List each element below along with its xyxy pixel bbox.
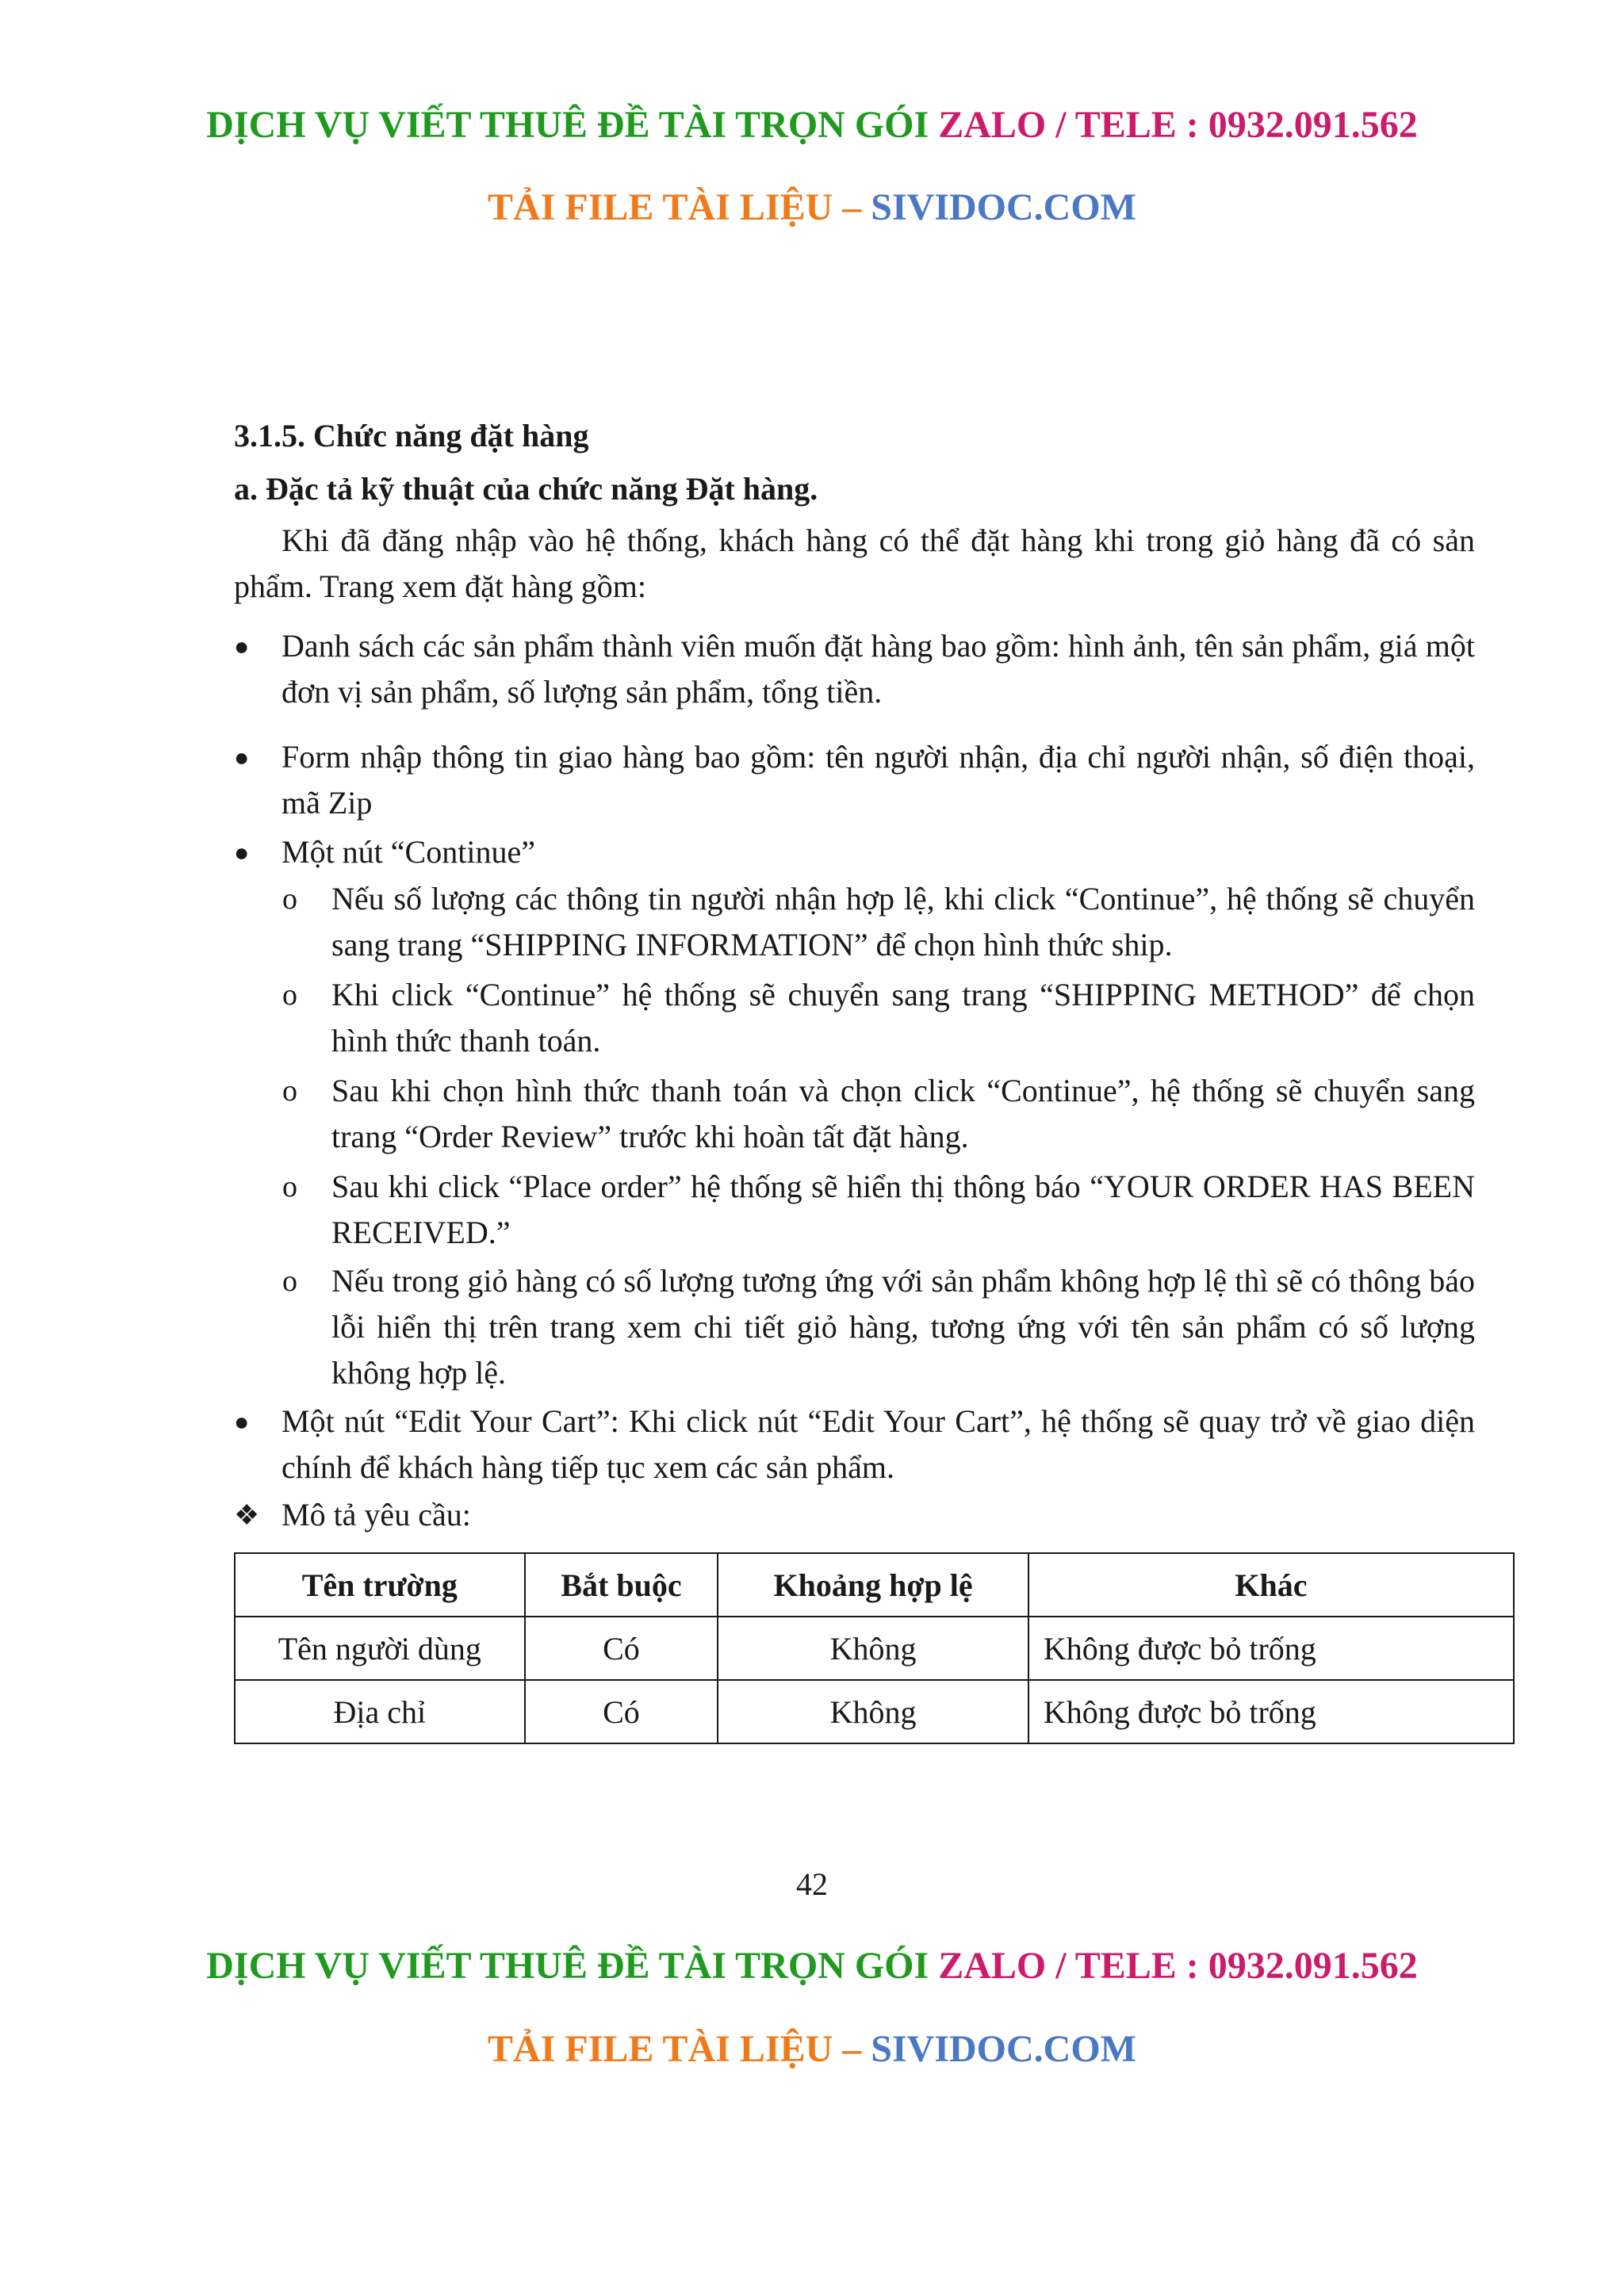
diamond-bullet-icon: ❖ — [234, 1499, 260, 1531]
section-subheading: a. Đặc tả kỹ thuật của chức năng Đặt hàng. — [234, 471, 818, 507]
sub-list-item — [282, 876, 1475, 968]
column-header: Khoảng hợp lệ — [718, 1553, 1028, 1617]
table-cell: Không được bỏ trống — [1028, 1617, 1514, 1680]
banner-download-text: TẢI FILE TÀI LIỆU – — [488, 2028, 862, 2070]
table-cell: Không được bỏ trống — [1028, 1680, 1514, 1743]
bullet-item — [234, 734, 1475, 826]
bullet-text: Danh sách các sản phẩm thành viên muốn đặt hàng bao gồm: hình ảnh, tên sản phẩm, giá một đơn vị sản phẩm, số lượng sản phẩm, tổng tiền. — [282, 628, 1475, 710]
table-row — [235, 1680, 1514, 1743]
circle-bullet-icon: o — [282, 882, 297, 916]
bottom-banner-download — [0, 2026, 1624, 2073]
bullet-text: Form nhập thông tin giao hàng bao gồm: tên người nhận, địa chỉ người nhận, số điện thoại, mã Zip — [282, 739, 1475, 821]
table-cell: Tên người dùng — [235, 1617, 525, 1680]
bullet-item — [234, 1399, 1475, 1490]
banner-contact-text: ZALO / TELE : 0932.091.562 — [938, 1945, 1418, 1987]
sub-list-item — [282, 972, 1475, 1064]
bullet-dot-icon: ● — [234, 632, 250, 660]
banner-site-link[interactable]: SIVIDOC.COM — [871, 2028, 1136, 2070]
sub-item-text: Sau khi click “Place order” hệ thống sẽ hiển thị thông báo “YOUR ORDER HAS BEEN RECEIVED.” — [331, 1169, 1475, 1250]
table-cell: Không — [718, 1680, 1028, 1743]
table-cell: Có — [525, 1617, 718, 1680]
sub-list-item — [282, 1164, 1475, 1256]
table-row — [235, 1617, 1514, 1680]
column-header: Tên trường — [235, 1553, 525, 1617]
sub-item-text: Khi click “Continue” hệ thống sẽ chuyển sang trang “SHIPPING METHOD” để chọn hình thức thanh toán. — [331, 977, 1475, 1058]
bullet-item — [234, 623, 1475, 715]
bullet-dot-icon: ● — [234, 1407, 250, 1436]
table-cell: Địa chỉ — [235, 1680, 525, 1743]
column-header: Bắt buộc — [525, 1553, 718, 1617]
sub-item-text: Nếu trong giỏ hàng có số lượng tương ứng với sản phẩm không hợp lệ thì sẽ có thông báo lỗi hiển thị trên trang xem chi tiết giỏ hàng, tương ứng với tên sản phẩm có số lượng không hợp lệ. — [331, 1263, 1475, 1391]
column-header: Khác — [1028, 1553, 1514, 1617]
requirements-table — [234, 1552, 1515, 1744]
bottom-banner-service — [0, 1942, 1624, 1990]
bullet-dot-icon: ● — [234, 838, 250, 867]
requirements-label-text: Mô tả yêu cầu: — [282, 1497, 471, 1533]
banner-contact-text: ZALO / TELE : 0932.091.562 — [938, 104, 1418, 146]
sub-list-item — [282, 1068, 1475, 1160]
table-cell: Có — [525, 1680, 718, 1743]
top-banner-download — [0, 184, 1624, 232]
circle-bullet-icon: o — [282, 1170, 297, 1203]
bullet-text: Một nút “Continue” — [282, 834, 535, 870]
banner-download-text: TẢI FILE TÀI LIỆU – — [488, 186, 862, 228]
circle-bullet-icon: o — [282, 978, 297, 1012]
sub-item-text: Sau khi chọn hình thức thanh toán và chọn click “Continue”, hệ thống sẽ chuyển sang trang “Order Review” trước khi hoàn tất đặt hàng. — [331, 1073, 1475, 1154]
circle-bullet-icon: o — [282, 1074, 297, 1108]
circle-bullet-icon: o — [282, 1265, 297, 1298]
intro-paragraph: Khi đã đăng nhập vào hệ thống, khách hàng có thể đặt hàng khi trong giỏ hàng đã có sản phẩm. Trang xem đặt hàng gồm: — [234, 522, 1475, 604]
table-header-row — [235, 1553, 1514, 1617]
bullet-dot-icon: ● — [234, 743, 250, 771]
section-heading: 3.1.5. Chức năng đặt hàng — [234, 418, 589, 453]
sub-list-item — [282, 1258, 1475, 1396]
banner-site-link[interactable]: SIVIDOC.COM — [871, 186, 1136, 228]
banner-service-text: DỊCH VỤ VIẾT THUÊ ĐỀ TÀI TRỌN GÓI — [206, 1945, 929, 1987]
banner-service-text: DỊCH VỤ VIẾT THUÊ ĐỀ TÀI TRỌN GÓI — [206, 104, 929, 146]
table-cell: Không — [718, 1617, 1028, 1680]
sub-item-text: Nếu số lượng các thông tin người nhận hợp lệ, khi click “Continue”, hệ thống sẽ chuyển sang trang “SHIPPING INFORMATION” để chọn hình thức ship. — [331, 881, 1475, 962]
bullet-text: Một nút “Edit Your Cart”: Khi click nút “Edit Your Cart”, hệ thống sẽ quay trở về giao diện chính để khách hàng tiếp tục xem các sản phẩm. — [282, 1403, 1475, 1485]
requirements-label — [234, 1492, 1475, 1538]
bullet-item — [234, 829, 1475, 875]
top-banner-service — [0, 101, 1624, 149]
page-number: 42 — [796, 1866, 828, 1902]
